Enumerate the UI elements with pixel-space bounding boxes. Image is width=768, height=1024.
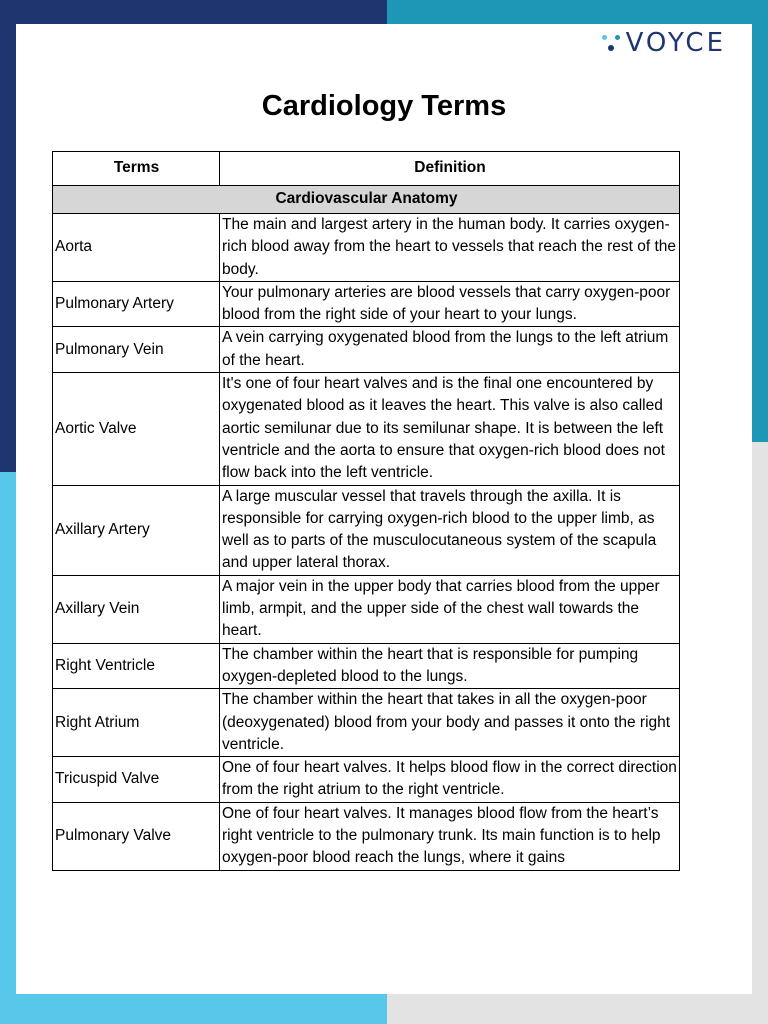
term-cell: Pulmonary Artery — [53, 281, 220, 327]
logo-dots-icon — [602, 31, 622, 55]
term-cell: Tricuspid Valve — [53, 757, 220, 803]
term-cell: Pulmonary Vein — [53, 327, 220, 373]
table-row — [53, 802, 680, 870]
definition-cell: The main and largest artery in the human body. It carries oxygen-rich blood away from the heart to vessels that reach the rest of the body. — [220, 214, 680, 282]
definition-cell: Your pulmonary arteries are blood vessels that carry oxygen-poor blood from the right side of your heart to your lungs. — [220, 281, 680, 327]
table-row — [53, 281, 680, 327]
brand-logo — [602, 28, 726, 58]
page-title: Cardiology Terms — [261, 90, 507, 122]
term-cell: Right Ventricle — [53, 643, 220, 689]
brand-name: VOYCE — [625, 28, 726, 58]
term-cell: Right Atrium — [53, 689, 220, 757]
table-row — [53, 689, 680, 757]
section-title: Cardiovascular Anatomy — [53, 186, 680, 214]
definition-cell: One of four heart valves. It manages blood flow from the heart’s right ventricle to the pulmonary trunk. Its main function is to help oxygen-poor blood reach the lungs, where it gains — [220, 802, 680, 870]
table-row — [53, 327, 680, 373]
term-cell: Aortic Valve — [53, 373, 220, 485]
table-row — [53, 214, 680, 282]
term-cell: Axillary Vein — [53, 575, 220, 643]
definition-cell: The chamber within the heart that takes in all the oxygen-poor (deoxygenated) blood from your body and passes it onto the right ventricle. — [220, 689, 680, 757]
term-cell: Axillary Artery — [53, 485, 220, 575]
definition-cell: A large muscular vessel that travels through the axilla. It is responsible for carrying oxygen-rich blood to the upper limb, as well as to parts of the musculocutaneous system of the scapula and upper lateral thorax. — [220, 485, 680, 575]
term-cell: Pulmonary Valve — [53, 802, 220, 870]
terms-table — [52, 151, 680, 871]
table-row — [53, 485, 680, 575]
table-row — [53, 643, 680, 689]
table-row — [53, 757, 680, 803]
definition-cell: One of four heart valves. It helps blood flow in the correct direction from the right atrium to the right ventricle. — [220, 757, 680, 803]
table-row — [53, 373, 680, 485]
header-definition: Definition — [220, 152, 680, 186]
header-terms: Terms — [53, 152, 220, 186]
definition-cell: The chamber within the heart that is responsible for pumping oxygen-depleted blood to the lungs. — [220, 643, 680, 689]
term-cell: Aorta — [53, 214, 220, 282]
table-row — [53, 575, 680, 643]
definition-cell: A major vein in the upper body that carries blood from the upper limb, armpit, and the upper side of the chest wall towards the heart. — [220, 575, 680, 643]
definition-cell: A vein carrying oxygenated blood from the lungs to the left atrium of the heart. — [220, 327, 680, 373]
table-header-row — [53, 152, 680, 186]
definition-cell: It's one of four heart valves and is the final one encountered by oxygenated blood as it leaves the heart. This valve is also called aortic semilunar due to its semilunar shape. It is between the left ventricle and the aorta to ensure that oxygen-rich blood does not flow back into the left ventricle. — [220, 373, 680, 485]
section-row — [53, 186, 680, 214]
